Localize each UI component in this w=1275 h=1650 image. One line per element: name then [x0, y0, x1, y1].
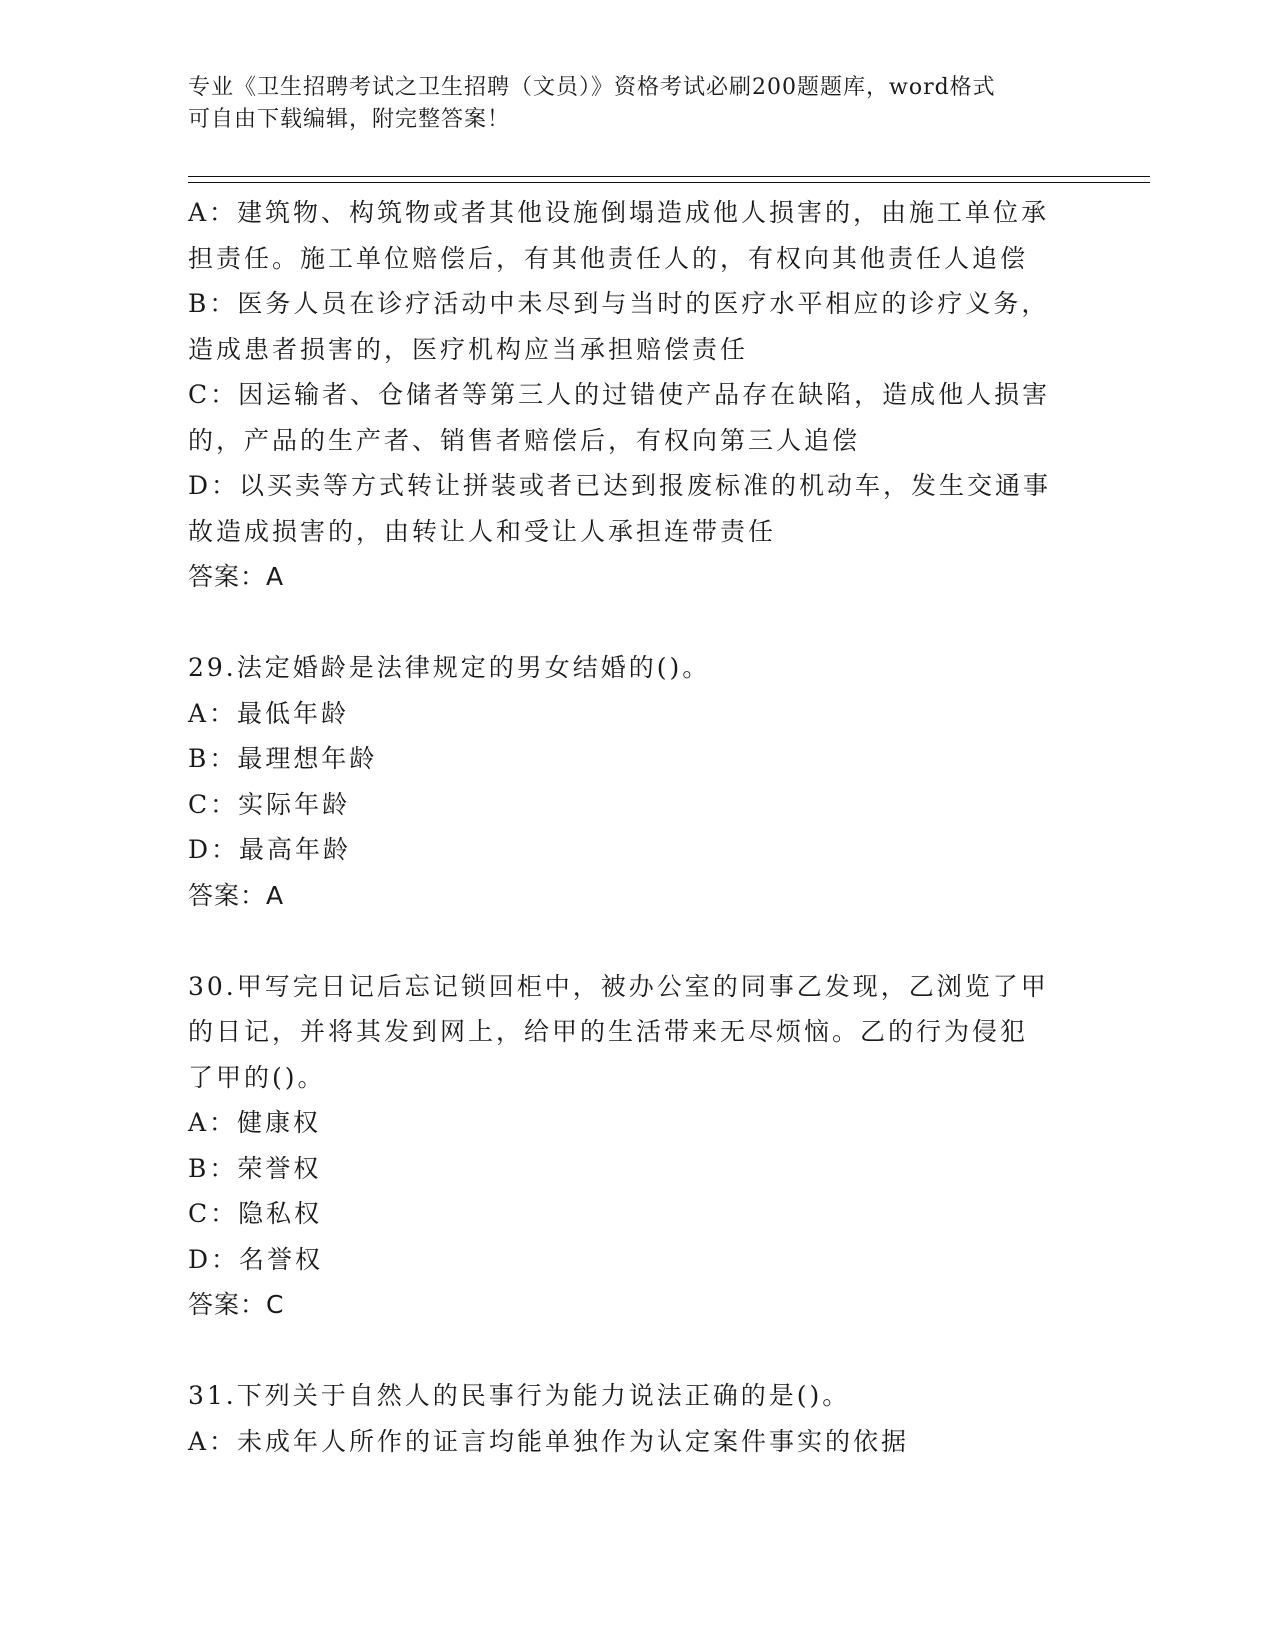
spacer: [188, 918, 1088, 964]
header-title-line-2: 可自由下载编辑，附完整答案！: [188, 107, 511, 132]
option-c-line-2: 的，产品的生产者、销售者赔偿后，有权向第三人追偿: [188, 425, 861, 455]
option-d-line-1: D：以买卖等方式转让拼装或者已达到报废标准的机动车，发生交通事: [188, 471, 1052, 500]
header-divider-top: [188, 176, 1150, 177]
question-30-block: [188, 964, 1088, 1328]
question-text: 31.下列关于自然人的民事行为能力说法正确的是()。: [188, 1381, 851, 1410]
option-d: D：最高年龄: [188, 835, 352, 864]
option-b-line-1: B：医务人员在诊疗活动中未尽到与当时的医疗水平相应的诊疗义务，: [188, 289, 1050, 318]
answer-line: 答案：A: [188, 880, 285, 910]
question-text-line-2: 的日记，并将其发到网上，给甲的生活带来无尽烦恼。乙的行为侵犯: [188, 1017, 1029, 1046]
answer-line: 答案：C: [188, 1290, 285, 1319]
spacer: [188, 600, 1088, 646]
option-a-line-2: 担责任。施工单位赔偿后，有其他责任人的，有权向其他责任人追偿: [188, 243, 1029, 273]
option-b: B：最理想年龄: [188, 744, 378, 773]
document-header: [188, 72, 1088, 136]
option-a: A：最低年龄: [188, 698, 350, 728]
question-29-block: [188, 645, 1088, 918]
option-c-line-1: C：因运输者、仓储者等第三人的过错使产品存在缺陷，造成他人损害: [188, 380, 1051, 409]
question-31-block: [188, 1373, 1088, 1464]
option-d: D：名誉权: [188, 1244, 324, 1274]
answer-line: 答案：A: [188, 562, 285, 591]
question-text-line-1: 30.甲写完日记后忘记锁回柜中，被办公室的同事乙发现，乙浏览了甲: [188, 971, 1049, 1001]
question-list: [188, 190, 1088, 1464]
option-c: C：实际年龄: [188, 789, 351, 819]
question-text: 29.法定婚龄是法律规定的男女结婚的()。: [188, 653, 711, 682]
option-a-line-1: A：建筑物、构筑物或者其他设施倒塌造成他人损害的，由施工单位承: [188, 198, 1050, 227]
option-a: A：健康权: [188, 1108, 322, 1137]
option-a: A：未成年人所作的证言均能单独作为认定案件事实的依据: [188, 1426, 910, 1456]
spacer: [188, 1328, 1088, 1374]
question-text-line-3: 了甲的()。: [188, 1062, 326, 1092]
option-b: B：荣誉权: [188, 1153, 322, 1183]
question-28-block: [188, 190, 1088, 600]
option-d-line-2: 故造成损害的，由转让人和受让人承担连带责任: [188, 516, 777, 546]
header-title-line-1: 专业《卫生招聘考试之卫生招聘（文员）》资格考试必刷200题题库，word格式: [188, 75, 996, 100]
option-c: C：隐私权: [188, 1199, 323, 1228]
header-divider-bottom: [188, 182, 1150, 183]
option-b-line-2: 造成患者损害的，医疗机构应当承担赔偿责任: [188, 334, 749, 364]
